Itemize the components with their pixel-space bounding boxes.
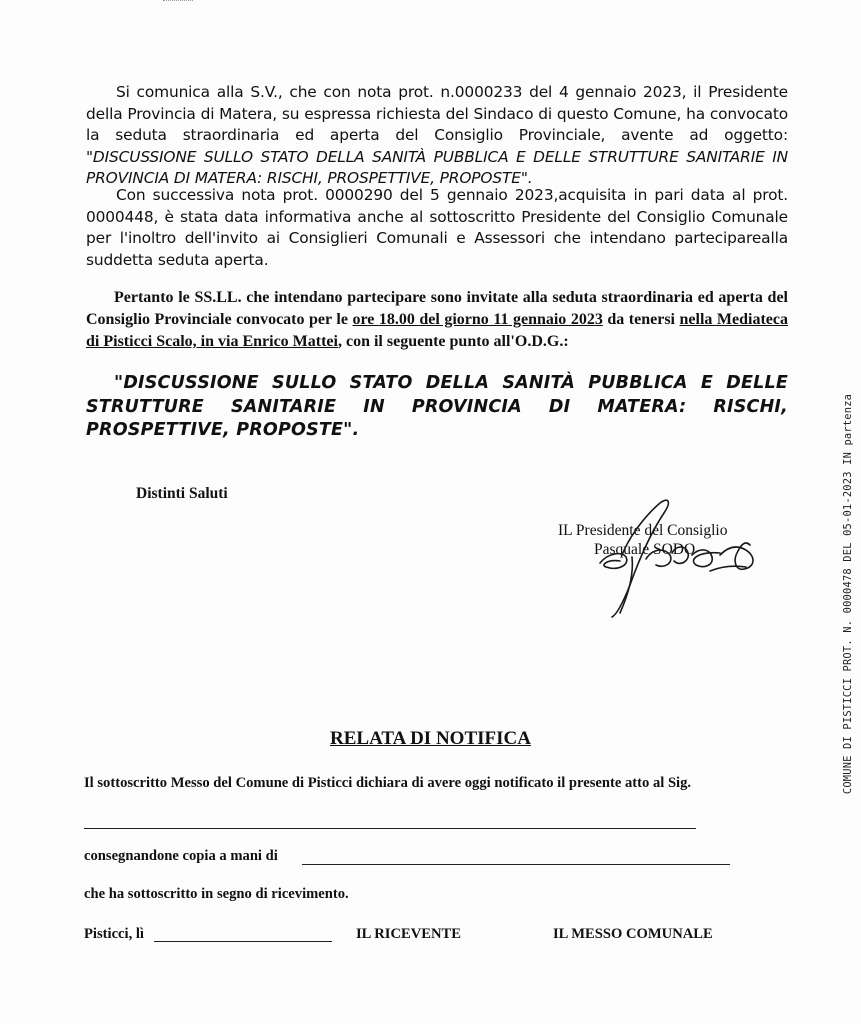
para1-text: Si comunica alla S.V., che con nota prot. n.0000233 del 4 gennaio 2023, il Presidente della Provincia di Matera, su espressa richiesta del Sindaco di questo Comune, ha convocato la seduta straordinaria ed aperta del Consiglio Provinciale, avente ad oggetto: [86,83,788,144]
place-date-label: Pisticci, lì [84,926,144,942]
consegna-label: consegnandone copia a mani di [84,848,278,864]
scan-artifact [163,0,193,5]
meeting-place: nella Mediateca di Pisticci Scalo, in via Enrico Mattei [86,311,789,350]
closing: Distinti Saluti [136,485,228,502]
letter-paragraph-3 [86,287,788,353]
para3-part2: da tenersi [602,311,680,328]
consegna-line [302,864,730,865]
para1-subject: "DISCUSSIONE SULLO STATO DELLA SANITÀ PUBBLICA E DELLE STRUTTURE SANITARIE IN PROVINCIA DI MATERA: RISCHI, PROSPETTIVE, PROPOSTE". [86,147,788,187]
para2-text: Con successiva nota prot. 0000290 del 5 gennaio 2023,acquisita in pari data al prot. 0000448, è stata data informativa anche al sottoscritto Presidente del Consiglio Comunale per l'inoltro dell'invito ai Consiglieri Comunali e Assessori che intendano parteciparealla suddetta seduta aperta. [86,186,788,269]
letter-paragraph-2 [86,185,788,271]
signatory-title: IL Presidente del Consiglio [558,522,728,539]
handwritten-signature [560,495,770,620]
protocol-stamp [838,373,858,815]
letter-paragraph-1 [86,82,788,190]
relata-title-text: RELATA DI NOTIFICA [330,728,531,749]
messenger-label: IL MESSO COMUNALE [553,926,713,942]
recipient-line [84,828,696,829]
agenda-title-text: "DISCUSSIONE SULLO STATO DELLA SANITÀ PUBBLICA E DELLE STRUTTURE SANITARIE IN PROVINCIA DI MATERA: RISCHI, PROSPETTIVE, PROPOSTE". [86,373,788,440]
signatory-name: Pasquale SODO [594,541,696,558]
para3-part3: , con il seguente punto all'O.D.G.: [337,333,569,350]
meeting-time: ore 18.00 del giorno 11 gennaio 2023 [352,311,603,328]
relata-statement: Il sottoscritto Messo del Comune di Pisticci dichiara di avere oggi notificato il presente atto al Sig. [84,775,692,791]
protocol-stamp-text: COMUNE DI PISTICCI PROT. N. 0000478 DEL 05-01-2023 IN partenza [842,393,854,795]
date-line [154,941,332,942]
signed-note: che ha sottoscritto in segno di ricevimento. [84,886,349,902]
receiver-label: IL RICEVENTE [356,926,462,942]
agenda-title [86,372,788,443]
relata-title [0,728,861,750]
para3-part1: Pertanto le SS.LL. che intendano partecipare sono invitate alla seduta straordinaria ed aperta del Consiglio Provinciale convocato per le [86,289,788,328]
